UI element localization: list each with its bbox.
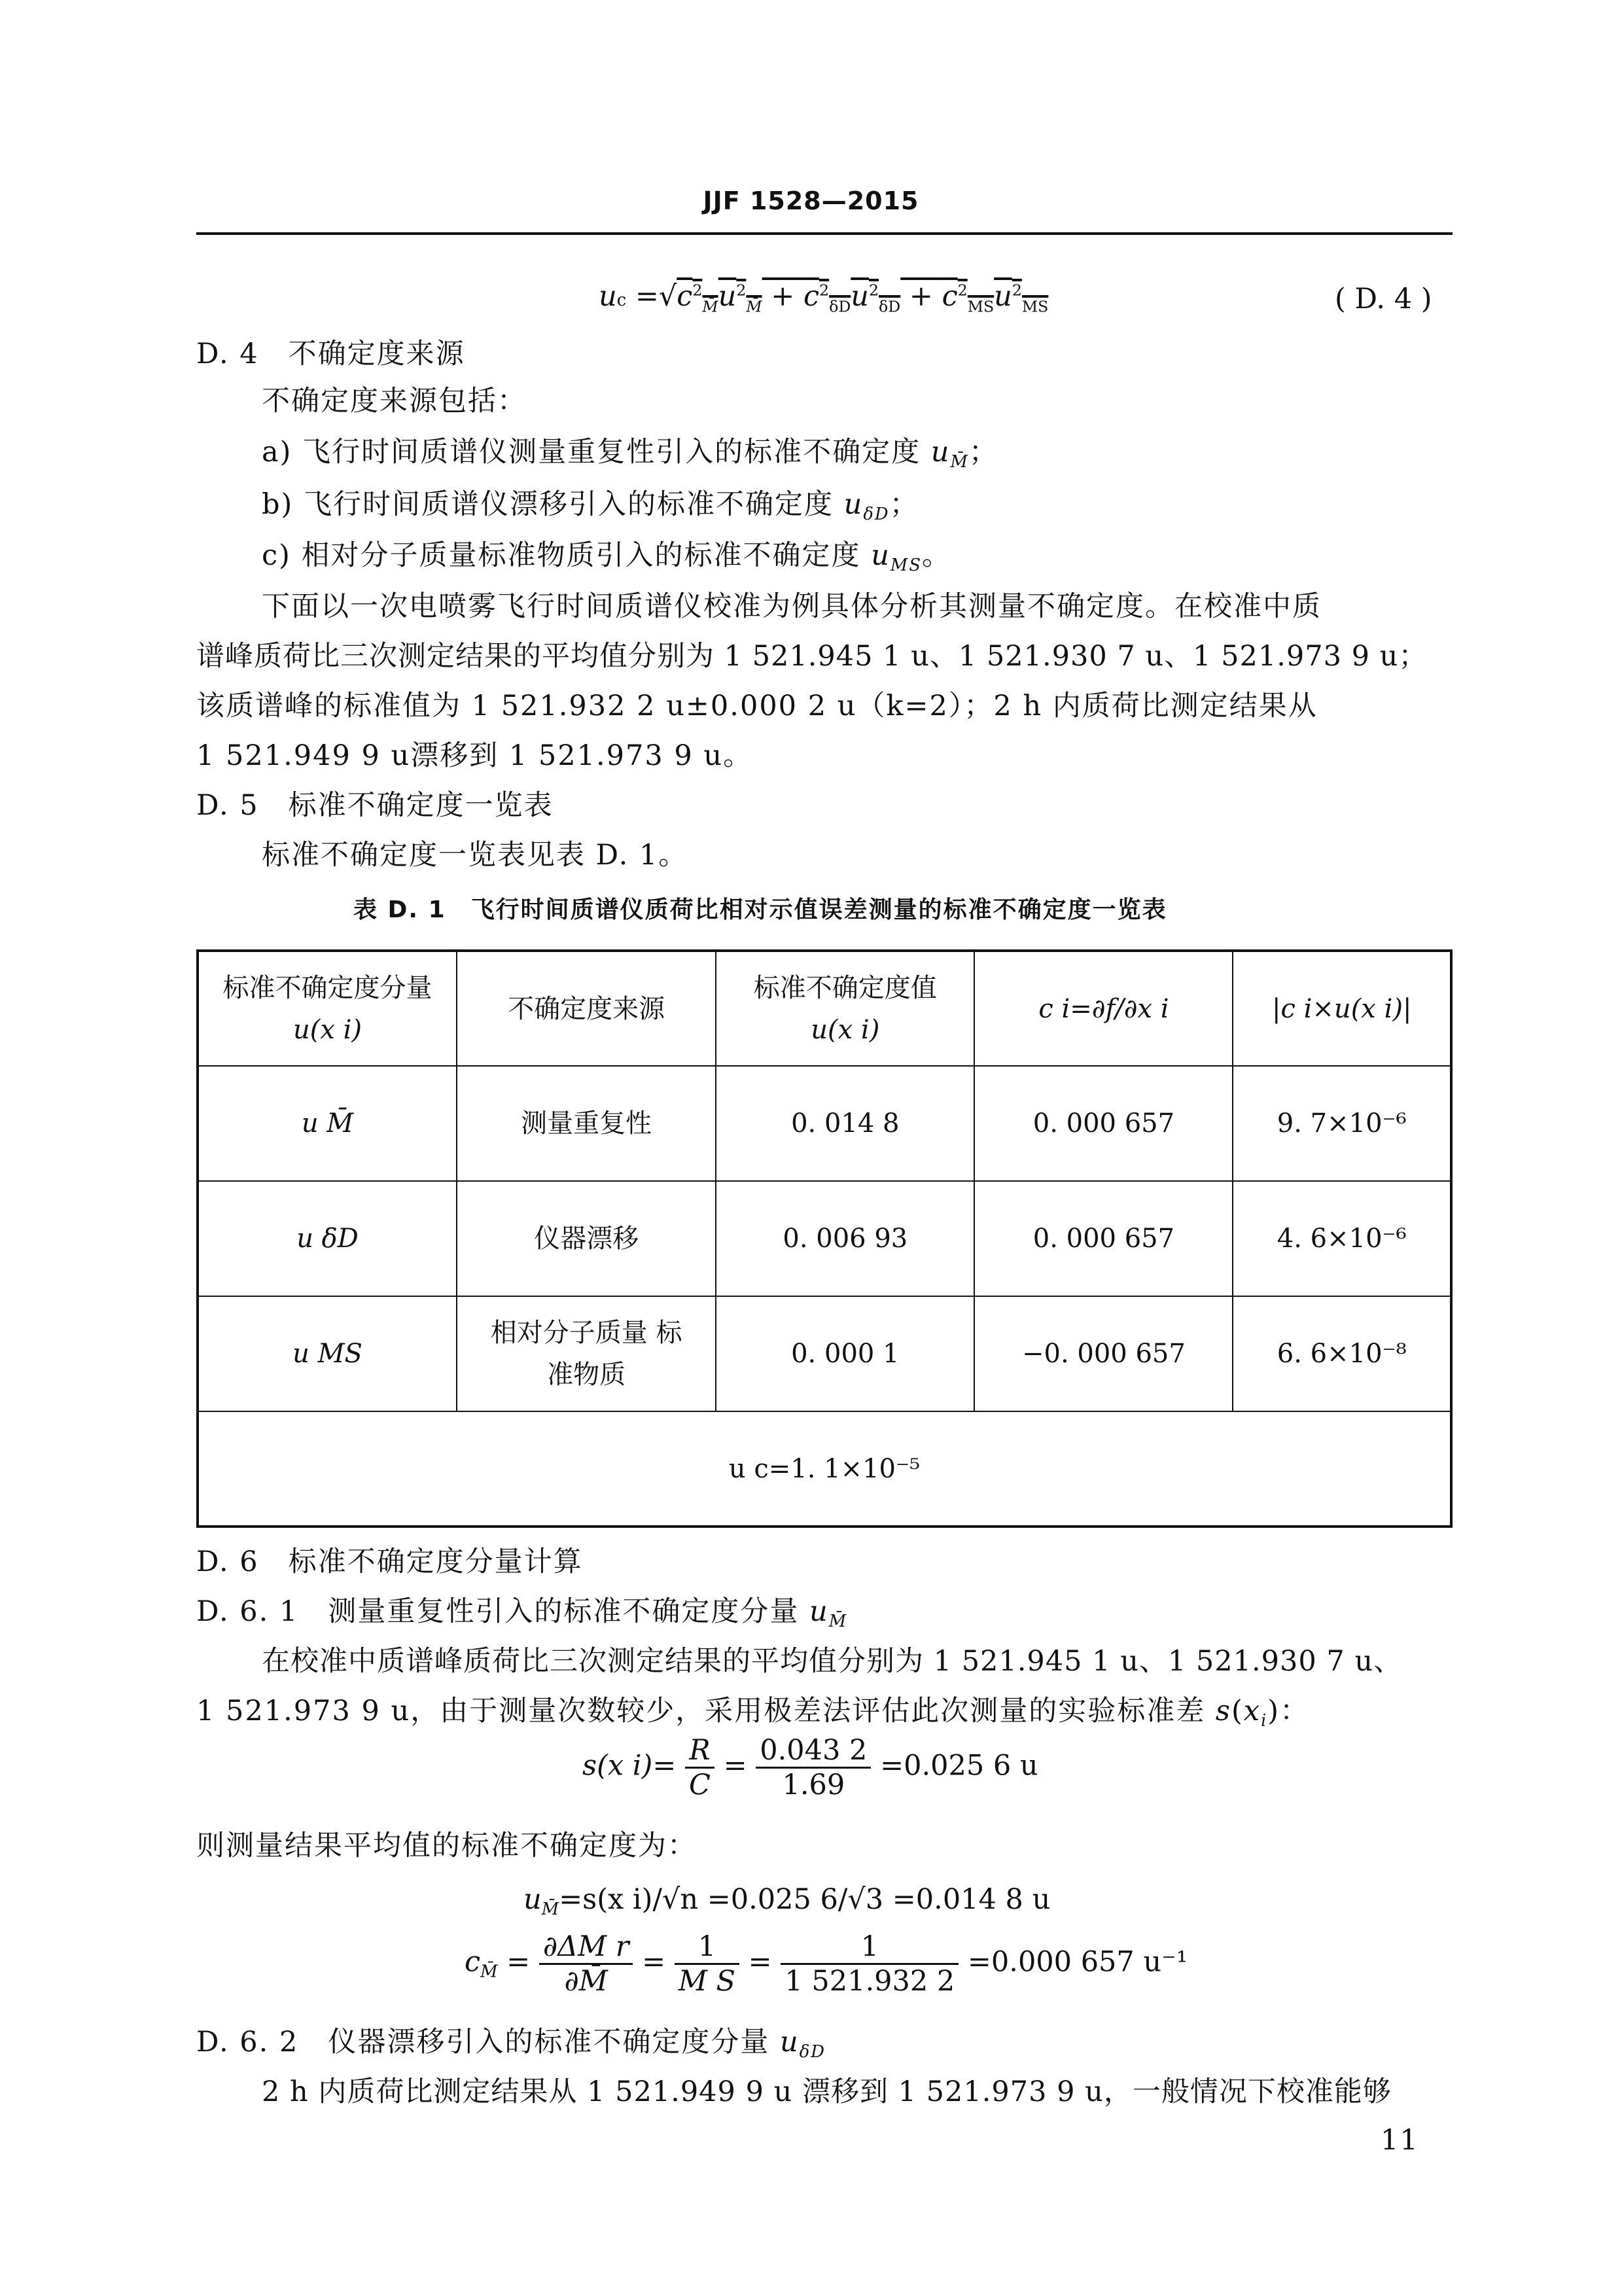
fraction-range	[756, 1734, 871, 1801]
header-component-symbol: u(x i)	[293, 1014, 362, 1045]
header-cell-component	[198, 951, 457, 1066]
cell-product: 9. 7×10⁻⁶	[1233, 1066, 1451, 1181]
header-rule	[196, 232, 1453, 235]
cell-value: 0. 014 8	[716, 1066, 974, 1181]
cell-component: u δD	[198, 1181, 457, 1296]
paragraph-line: 谱峰质荷比三次测定结果的平均值分别为 1 521.945 1 u、1 521.930 7 u、1 521.973 9 u；	[196, 640, 1428, 673]
denominator: 1 521.932 2	[785, 1965, 955, 1998]
header-cell-value	[716, 951, 974, 1066]
item-a: a) 飞行时间质谱仪测量重复性引入的标准不确定度 $u_{M̄}$；	[262, 436, 998, 472]
numerator: 0.043 2	[756, 1734, 871, 1769]
fraction-derivative	[539, 1930, 633, 1998]
fraction-r-over-c	[685, 1734, 714, 1801]
denominator: M S	[678, 1965, 735, 1998]
section-d62-title: D. 6. 2 仪器漂移引入的标准不确定度分量 $u_{\delta D}$	[196, 2026, 826, 2062]
equation-s-result: =0.025 6 u	[880, 1749, 1038, 1782]
page-number: 11	[1381, 2124, 1419, 2157]
table-row	[198, 1066, 1451, 1181]
fraction-one-over-ms	[675, 1930, 739, 1998]
header-value-label: 标准不确定度值	[753, 972, 937, 1003]
cell-component: u MS	[198, 1296, 457, 1411]
cell-source: 仪器漂移	[457, 1181, 716, 1296]
header-cell-source: 不确定度来源	[457, 951, 716, 1066]
cell-sensitivity: 0. 000 657	[974, 1066, 1233, 1181]
header-cell-product: |c i×u(x i)|	[1233, 951, 1451, 1066]
equation-d4-label: ( D. 4 )	[1335, 283, 1432, 315]
section-d4-intro: 不确定度来源包括：	[262, 385, 527, 417]
equation-u-mean: $u_{M̄}=s(x$ i)/√n =0.025 6/√3 =0.014 8 u	[523, 1883, 1051, 1920]
table-row	[198, 1296, 1451, 1411]
item-b: b) 飞行时间质谱仪漂移引入的标准不确定度 $u_{\delta D}$；	[262, 488, 919, 525]
cell-product: 4. 6×10⁻⁶	[1233, 1181, 1451, 1296]
section-d5-intro: 标准不确定度一览表见表 D. 1。	[262, 839, 688, 872]
paragraph-line: 2 h 内质荷比测定结果从 1 521.949 9 u 漂移到 1 521.973 9 u，一般情况下校准能够	[262, 2075, 1392, 2108]
paragraph-line: 该质谱峰的标准值为 1 521.932 2 u±0.000 2 u（k=2）；2 h 内质荷比测定结果从	[196, 690, 1318, 722]
denominator: 1.69	[782, 1769, 845, 1801]
section-d4-title: D. 4 不确定度来源	[196, 338, 465, 370]
header-component-label: 标准不确定度分量	[222, 972, 432, 1003]
header-value-symbol: u(x i)	[811, 1014, 880, 1045]
cell-source: 相对分子质量 标准物质	[457, 1296, 716, 1411]
numerator: 1	[781, 1930, 959, 1965]
equation-c-result: =0.000 657 u⁻¹	[967, 1945, 1188, 1979]
item-c: c) 相对分子质量标准物质引入的标准不确定度 $u_{MS}$。	[262, 539, 951, 576]
section-d61-title-text: D. 6. 1 测量重复性引入的标准不确定度分量	[196, 1595, 800, 1628]
paragraph-line: 1 521.949 9 u漂移到 1 521.973 9 u。	[196, 739, 753, 772]
cell-product: 6. 6×10⁻⁸	[1233, 1296, 1451, 1411]
equation-c-mean: $c_{M̄}$ = $\frac{\text{∂ΔM r}}{\partial M̄}$ = $\frac{1}{\text{M S}}$ = $\frac{1}{1 521.932 2}$ =0.000 657 u⁻¹	[465, 1930, 1188, 1998]
item-a-text: a) 飞行时间质谱仪测量重复性引入的标准不确定度	[262, 436, 921, 468]
denominator: C	[689, 1769, 711, 1801]
paragraph-line-text: 1 521.973 9 u，由于测量次数较少，采用极差法评估此次测量的实验标准差	[196, 1695, 1206, 1727]
equation-d4: uc $=√c^2_{M̄}u^2_{M̄} + c^2_{\delta D}u^2_{\delta D} + c^2_{MS}u^2_{MS}$	[599, 280, 1049, 316]
section-d61-title: D. 6. 1 测量重复性引入的标准不确定度分量 $u_{M̄}$	[196, 1595, 848, 1632]
item-b-text: b) 飞行时间质谱仪漂移引入的标准不确定度	[262, 488, 834, 521]
cell-sensitivity: 0. 000 657	[974, 1181, 1233, 1296]
section-d62-title-text: D. 6. 2 仪器漂移引入的标准不确定度分量	[196, 2026, 770, 2058]
cell-sensitivity: −0. 000 657	[974, 1296, 1233, 1411]
numerator: 1	[675, 1930, 739, 1965]
denominator: ∂M̄	[564, 1965, 608, 1998]
paragraph-line: 则测量结果平均值的标准不确定度为：	[196, 1829, 697, 1862]
equation-s: s(x i)= $\frac{R}{C}$ = $\frac{0.043 2}{1.69}$ =0.025 6 u	[582, 1734, 1038, 1801]
fraction-one-over-value	[781, 1930, 959, 1998]
cell-combined-uncertainty: u c=1. 1×10⁻⁵	[198, 1411, 1451, 1527]
cell-value: 0. 000 1	[716, 1296, 974, 1411]
paragraph-line: 在校准中质谱峰质荷比三次测定结果的平均值分别为 1 521.945 1 u、1 521.930 7 u、	[262, 1645, 1403, 1678]
table-caption: 表 D. 1 飞行时间质谱仪质荷比相对示值误差测量的标准不确定度一览表	[353, 896, 1167, 923]
paragraph-line: 1 521.973 9 u，由于测量次数较少，采用极差法评估此次测量的实验标准差 $s(x_i)$：	[196, 1695, 1310, 1731]
item-c-text: c) 相对分子质量标准物质引入的标准不确定度	[262, 539, 861, 572]
section-d6-title: D. 6 标准不确定度分量计算	[196, 1545, 583, 1578]
table-row	[198, 1181, 1451, 1296]
equation-u-mean-body: =s(x i)/√n =0.025 6/√3 =0.014 8 u	[559, 1883, 1051, 1916]
cell-component: u M̄	[198, 1066, 457, 1181]
cell-source: 测量重复性	[457, 1066, 716, 1181]
equation-s-lhs: s(x i)=	[582, 1749, 677, 1782]
table-header-row	[198, 951, 1451, 1066]
table-combined-row	[198, 1411, 1451, 1527]
document-header: JJF 1528—2015	[703, 186, 919, 215]
paragraph-line: 下面以一次电喷雾飞行时间质谱仪校准为例具体分析其测量不确定度。在校准中质	[262, 590, 1322, 623]
uncertainty-table	[196, 949, 1453, 1528]
numerator: R	[685, 1734, 714, 1769]
section-d5-title: D. 5 标准不确定度一览表	[196, 789, 554, 822]
numerator: ∂ΔM r	[539, 1930, 633, 1965]
cell-value: 0. 006 93	[716, 1181, 974, 1296]
header-cell-sensitivity: c i=∂f/∂x i	[974, 951, 1233, 1066]
